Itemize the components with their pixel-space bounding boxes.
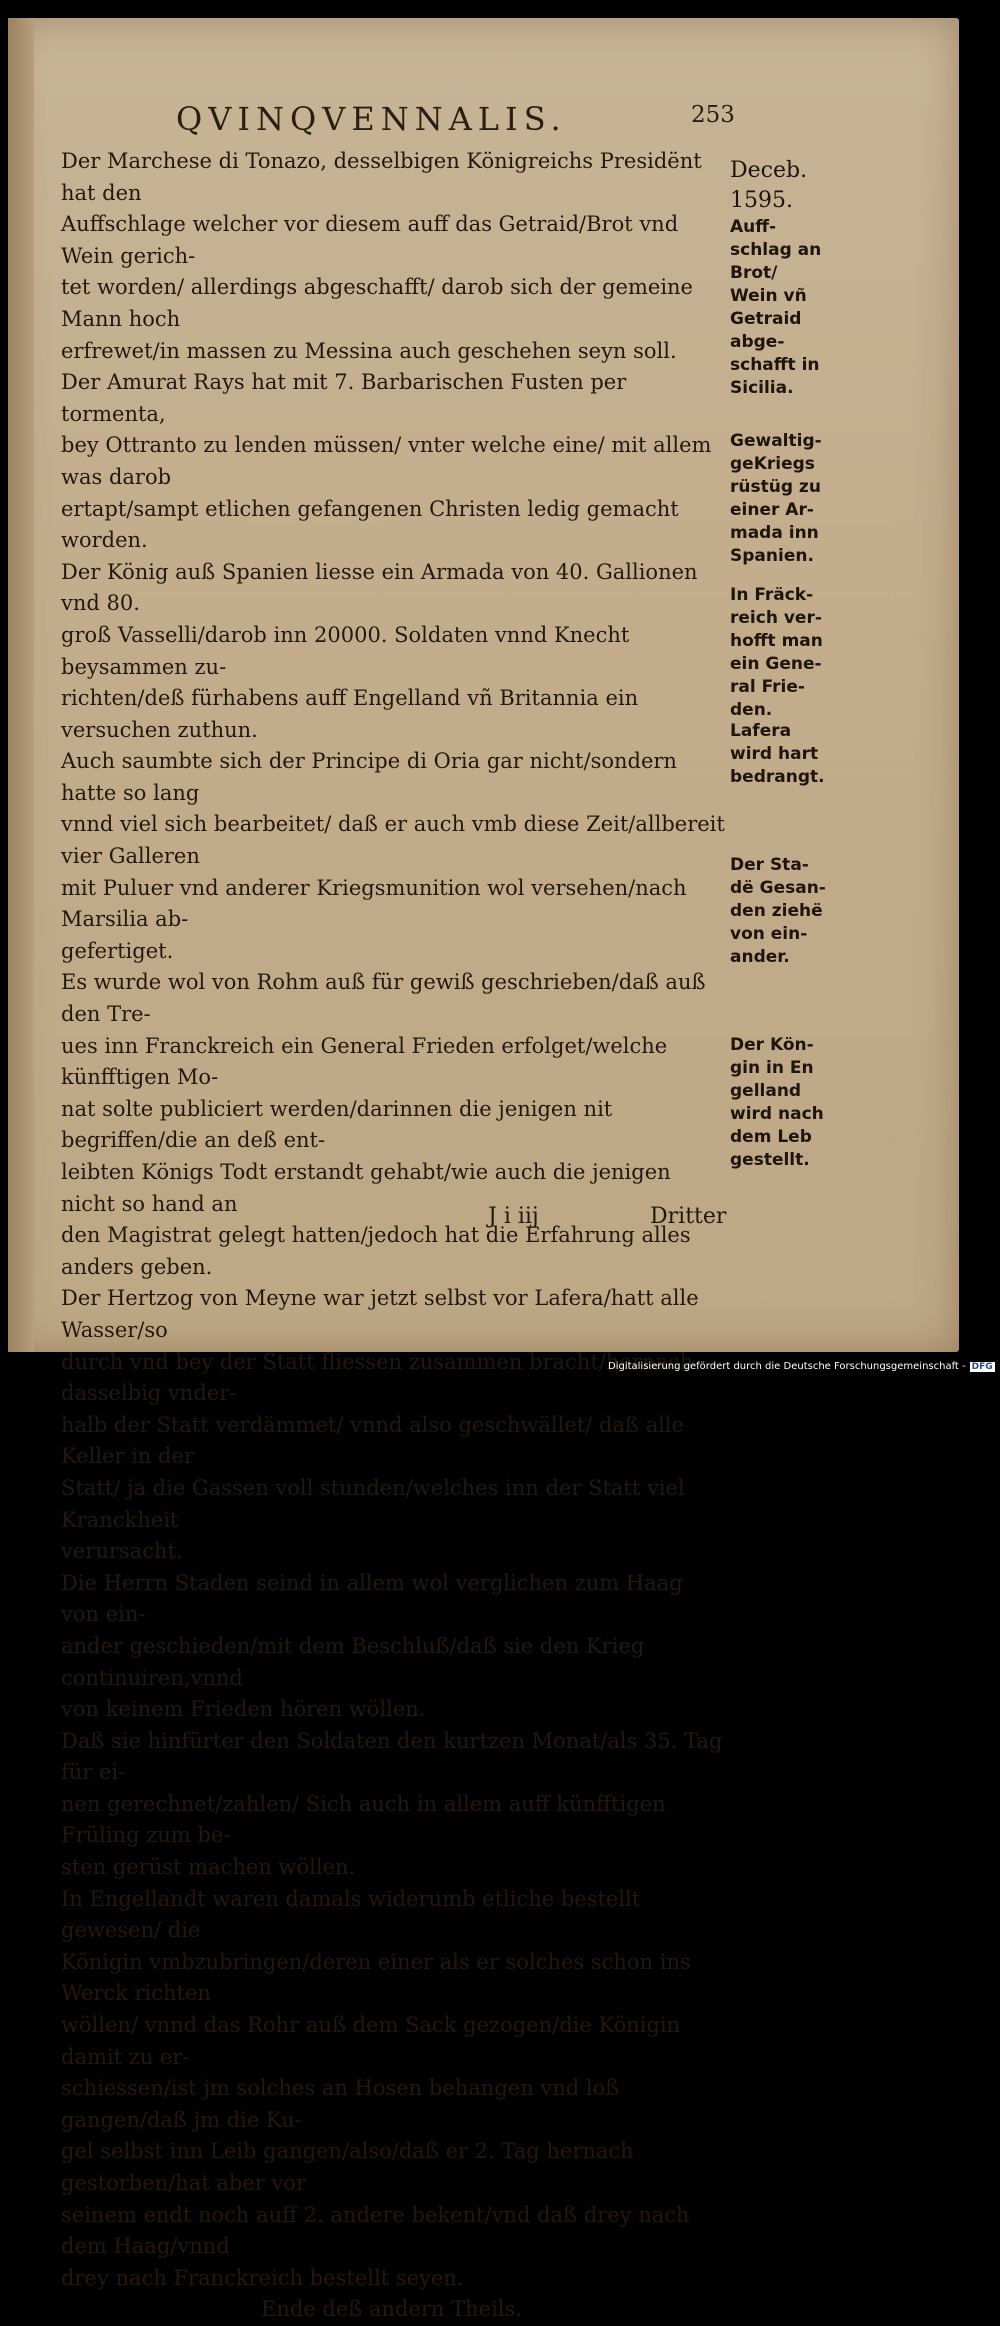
marginal-note-text: Gewaltig- geKriegs rüstüg zu einer Ar- mada inn Spanien. xyxy=(730,431,822,566)
marginal-note-text: Der Kön- gin in En gelland wird nach dem Leb gestellt. xyxy=(730,1035,824,1170)
main-text xyxy=(61,146,726,2326)
section-end-line: Ende deß andern Theils. xyxy=(261,2297,522,2322)
paragraph: Auch saumbte sich der Principe di Oria gar nicht/sondern hatte so lang vnnd viel sich bearbeitet/ daß er auch vmb diese Zeit/allbereit vier Galleren mit Puluer vnd anderer Kriegsmunition wol versehen/nach Marsilia ab- gefertiget. xyxy=(61,749,725,963)
paragraph: Der Hertzog von Meyne war jetzt selbst vor Lafera/hatt alle Wasser/so durch vnd bey der Statt fliessen zusammen bracht/hernach dasselbig vnder- halb der Statt verdämmet/ vnnd also geschwället/ daß alle Keller in der Statt/ ja die Gassen voll stunden/welches inn der Statt viel Kranckheit verursacht. xyxy=(61,1286,699,1564)
marginal-note-text: In Fräck- reich ver- hofft man ein Gene- ral Frie- den. xyxy=(730,585,823,720)
marginal-date-text: Deceb. 1595. xyxy=(730,158,808,213)
marginal-note xyxy=(730,584,838,722)
marginal-note xyxy=(730,720,838,789)
paragraph: In Engellandt waren damals widerumb etliche bestellt gewesen/ die Königin vmbzubringen/deren einer als er solches schon ins Werck richten wöllen/ vnnd das Rohr auß dem Sack gezogen/die Königin damit zu er- schiessen/ist jm solches an Hosen behangen vnd loß gangen/daß jm die Ku- gel selbst inn Leib gangen/also/daß er 2. Tag hernach gestorben/hat aber vor seinem endt noch auff 2. andere bekent/vnd daß drey nach dem Haag/vnnd drey nach Franckreich bestellt seyen. xyxy=(61,1886,691,2290)
marginal-note xyxy=(730,430,838,568)
marginal-note-text: Auff- schlag an Brot/ Wein vñ Getraid abge- schafft in Sicilia. xyxy=(730,217,822,398)
paragraph: Der Marchese di Tonazo, desselbigen Königreichs Presidënt hat den Auffschlage welcher vor diesem auff das Getraid/Brot vnd Wein gerich- tet worden/ allerdings abgeschafft/ darob sich der gemeine Mann hoch erfrewet/in massen zu Messina auch geschehen seyn soll. xyxy=(61,149,702,363)
marginal-note-text: Lafera wird hart bedrangt. xyxy=(730,721,825,787)
funding-footer xyxy=(608,1361,995,1372)
signature-mark: J i iij xyxy=(488,1204,539,1229)
paragraph: Der Amurat Rays hat mit 7. Barbarischen Fusten per tormenta, bey Ottranto zu lenden müssen/ vnter welche eine/ mit allem was darob ertapt/sampt etlichen gefangenen Christen ledig gemacht worden. xyxy=(61,370,712,553)
paragraph: Der König auß Spanien liesse ein Armada von 40. Gallionen vnd 80. groß Vasselli/darob inn 20000. Soldaten vnnd Knecht beysammen zu- richten/deß fürhabens auff Engelland vñ Britannia ein versuchen zuthun. xyxy=(61,559,698,742)
paragraph: Es wurde wol von Rohm auß für gewiß geschrieben/daß auß den Tre- ues inn Franckreich ein General Frieden erfolget/welche künfftigen Mo- nat solte publiciert werden/darinnen die jenigen nit begriffen/die an deß ent- leibten Königs Todt erstandt gehabt/wie auch die jenigen nicht so hand an den Magistrat gelegt hatten/jedoch hat die Erfahrung alles anders geben. xyxy=(61,970,706,1279)
catchword: Dritter xyxy=(650,1204,727,1229)
page-gutter xyxy=(8,18,34,1352)
running-title: QVINQVENNALIS. xyxy=(176,100,567,138)
marginal-note xyxy=(730,216,838,400)
paragraph: Daß sie hinfürter den Soldaten den kurtzen Monat/als 35. Tag für ei- nen gerechnet/zahlen/ Sich auch in allem auff künfftigen Früling zum be- sten gerüst machen wöllen. xyxy=(61,1728,723,1880)
marginal-date xyxy=(730,156,838,216)
marginal-note xyxy=(730,1034,838,1172)
dfg-logo: DFG xyxy=(971,1362,993,1372)
paragraph: Die Herrn Staden seind in allem wol verglichen zum Haag von ein- ander geschieden/mit dem Beschluß/daß sie den Krieg continuiren,vnnd von keinem Frieden hören wöllen. xyxy=(61,1570,683,1722)
page-number: 253 xyxy=(691,102,735,128)
marginal-note-text: Der Sta- dë Gesan- den ziehë von ein- ander. xyxy=(730,855,826,967)
marginal-note xyxy=(730,854,838,969)
footer-text: Digitalisierung gefördert durch die Deutsche Forschungsgemeinschaft - xyxy=(608,1361,966,1372)
